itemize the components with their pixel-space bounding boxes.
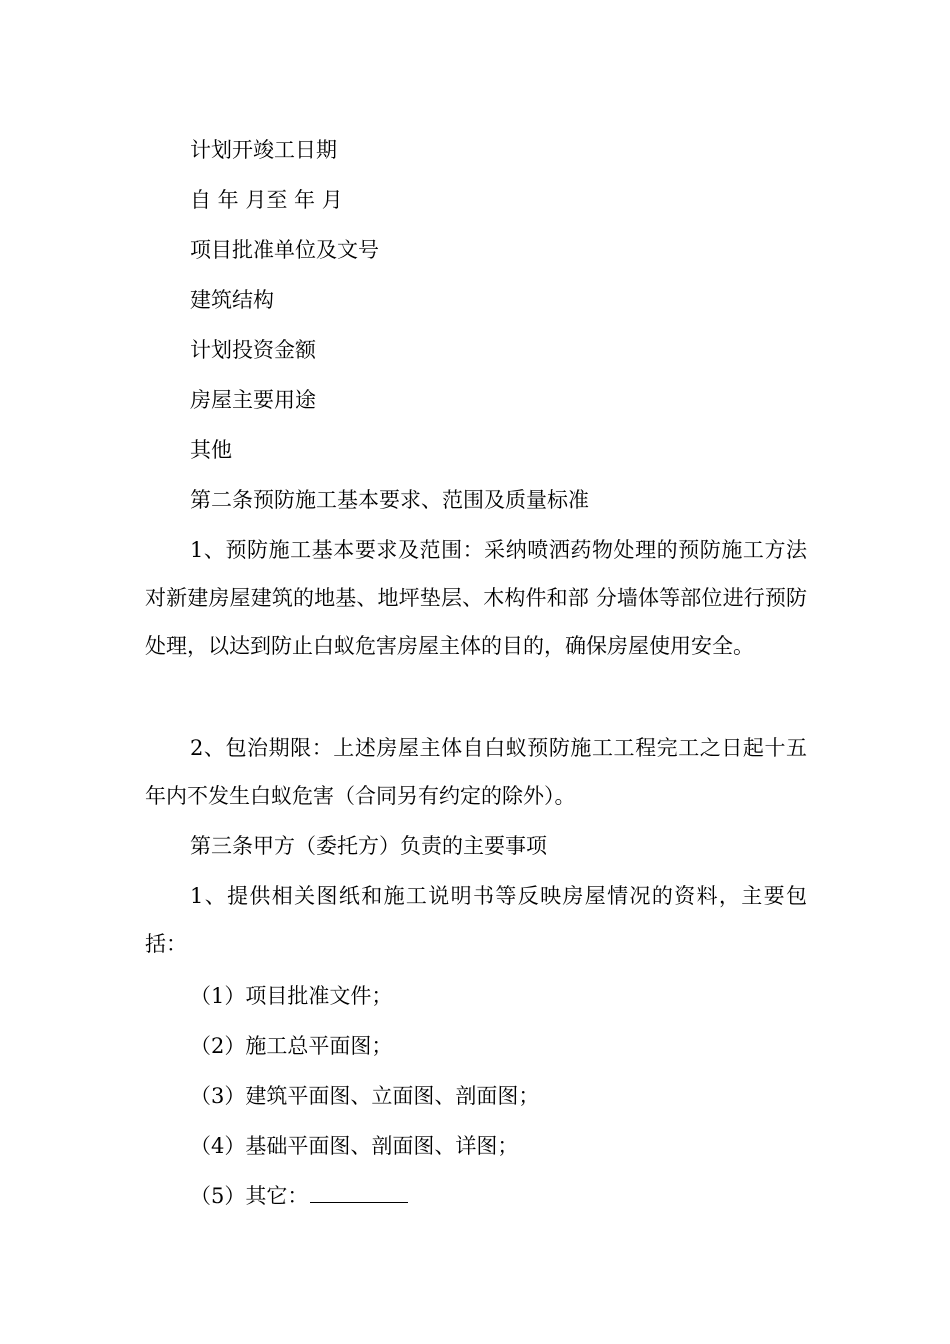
line-planned-investment: 计划投资金额 (190, 338, 316, 362)
blank-fill-line (310, 1182, 408, 1203)
paragraph-provide-documents: 1、提供相关图纸和施工说明书等反映房屋情况的资料，主要包括： (145, 884, 807, 956)
list-item-other (190, 1180, 810, 1212)
list-item-other-label: （5）其它： (190, 1184, 309, 1208)
list-item-foundation-drawings: （4）基础平面图、剖面图、详图； (190, 1134, 519, 1158)
line-approval-unit: 项目批准单位及文号 (190, 238, 379, 262)
line-building-structure: 建筑结构 (190, 288, 274, 312)
paragraph-requirements: 1、预防施工基本要求及范围：采纳喷洒药物处理的预防施工方法对新建房屋建筑的地基、地坪垫层、木构件和部 分墙体等部位进行预防处理，以达到防止白蚁危害房屋主体的目的，确保房屋使用安全。 (145, 538, 807, 658)
list-item-approval-docs: （1）项目批准文件； (190, 984, 393, 1008)
line-house-use: 房屋主要用途 (190, 388, 316, 412)
article-two-heading: 第二条预防施工基本要求、范围及质量标准 (190, 488, 589, 512)
list-item-site-plan: （2）施工总平面图； (190, 1034, 393, 1058)
line-schedule-dates: 计划开竣工日期 (190, 138, 337, 162)
line-other: 其他 (190, 438, 232, 462)
line-date-range: 自 年 月至 年 月 (190, 188, 343, 212)
list-item-building-drawings: （3）建筑平面图、立面图、剖面图； (190, 1084, 540, 1108)
paragraph-warranty-period: 2、包治期限：上述房屋主体自白蚁预防施工工程完工之日起十五年内不发生白蚁危害（合同另有约定的除外）。 (145, 736, 807, 808)
article-three-heading: 第三条甲方（委托方）负责的主要事项 (190, 834, 547, 858)
